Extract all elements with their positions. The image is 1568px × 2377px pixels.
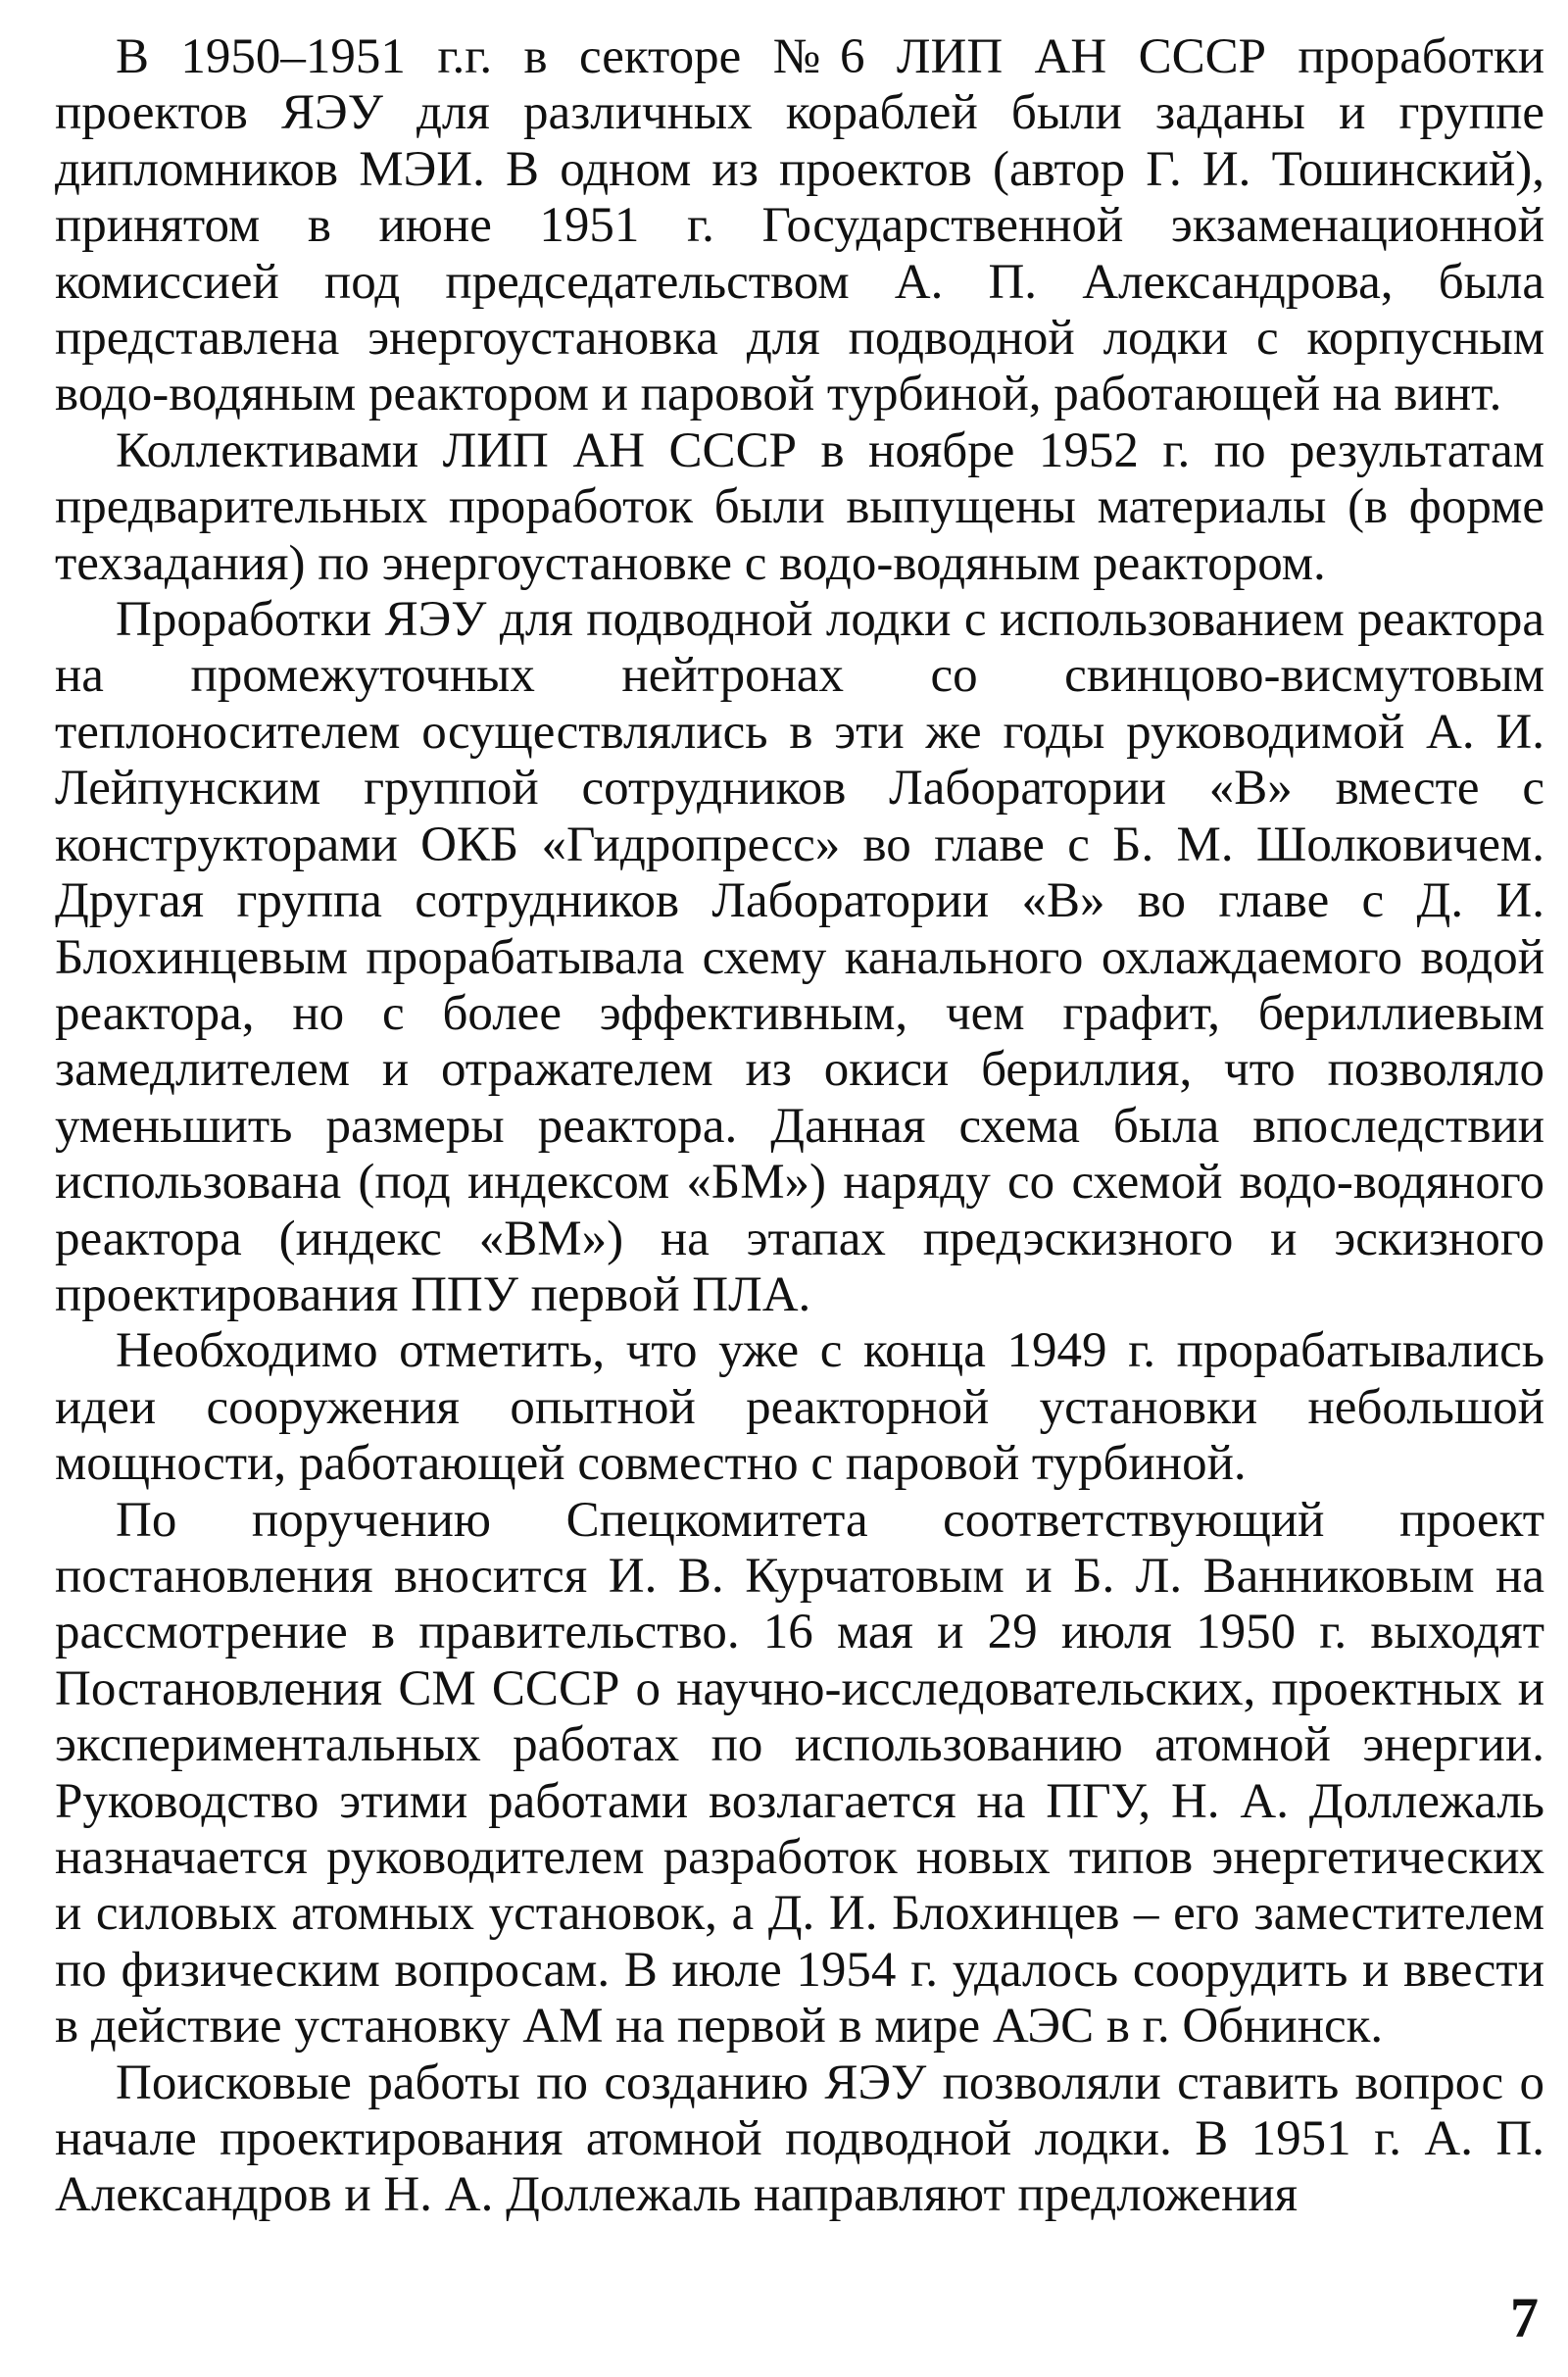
page-body <box>55 29 1544 2224</box>
paragraph-2: Коллективами ЛИП АН СССР в ноябре 1952 г. по результатам предварительных проработок были выпущены материалы (в форме техзадания) по энергоустановке с водо-водяным реактором. <box>55 422 1544 591</box>
paragraph-3: Проработки ЯЭУ для подводной лодки с использованием реактора на промежуточных нейтронах со свинцово-висмутовым теплоносителем осуществлялись в эти же годы руководимой А. И. Лейпунским группой сотрудников Лаборатории «В» вместе с конструкторами ОКБ «Гидропресс» во главе с Б. М. Шолковичем. Другая группа сотрудников Лаборатории «В» во главе с Д. И. Блохинцевым прорабатывала схему канального охлаждаемого водой реактора, но с более эффективным, чем графит, бериллиевым замедлителем и отражателем из окиси бериллия, что позволяло уменьшить размеры реактора. Данная схема была впоследствии использована (под индексом «БМ») наряду со схемой водо-водяного реактора (индекс «ВМ») на этапах предэскизного и эскизного проектирования ППУ первой ПЛА. <box>55 592 1544 1322</box>
paragraph-1: В 1950–1951 г.г. в секторе №6 ЛИП АН СССР проработки проектов ЯЭУ для различных кораблей были заданы и группе дипломников МЭИ. В одном из проектов (автор Г. И. Тошинский), принятом в июне 1951 г. Государственной экзаменационной комиссией под председательством А. П. Александрова, была представлена энергоустановка для подводной лодки с корпусным водо-водяным реактором и паровой турбиной, работающей на винт. <box>55 29 1544 422</box>
paragraph-4: Необходимо отметить, что уже с конца 1949 г. прорабатывались идеи сооружения опытной реакторной установки небольшой мощности, работающей совместно с паровой турбиной. <box>55 1323 1544 1492</box>
paragraph-5: По поручению Спецкомитета соответствующий проект постановления вносится И. В. Курчатовым и Б. Л. Ванниковым на рассмотрение в правительство. 16 мая и 29 июля 1950 г. выходят Постановления СМ СССР о научно-исследовательских, проектных и экспериментальных работах по использованию атомной энергии. Руководство этими работами возлагается на ПГУ, Н. А. Доллежаль назначается руководителем разработок новых типов энергетических и силовых атомных установок, а Д. И. Блохинцев – его заместителем по физическим вопросам. В июле 1954 г. удалось соорудить и ввести в действие установку АМ на первой в мире АЭС в г. Обнинск. <box>55 1492 1544 2055</box>
paragraph-6: Поисковые работы по созданию ЯЭУ позволяли ставить вопрос о начале проектирования атомной подводной лодки. В 1951 г. А. П. Александров и Н. А. Доллежаль направляют предложения <box>55 2055 1544 2223</box>
page-number: 7 <box>1510 2286 1539 2350</box>
